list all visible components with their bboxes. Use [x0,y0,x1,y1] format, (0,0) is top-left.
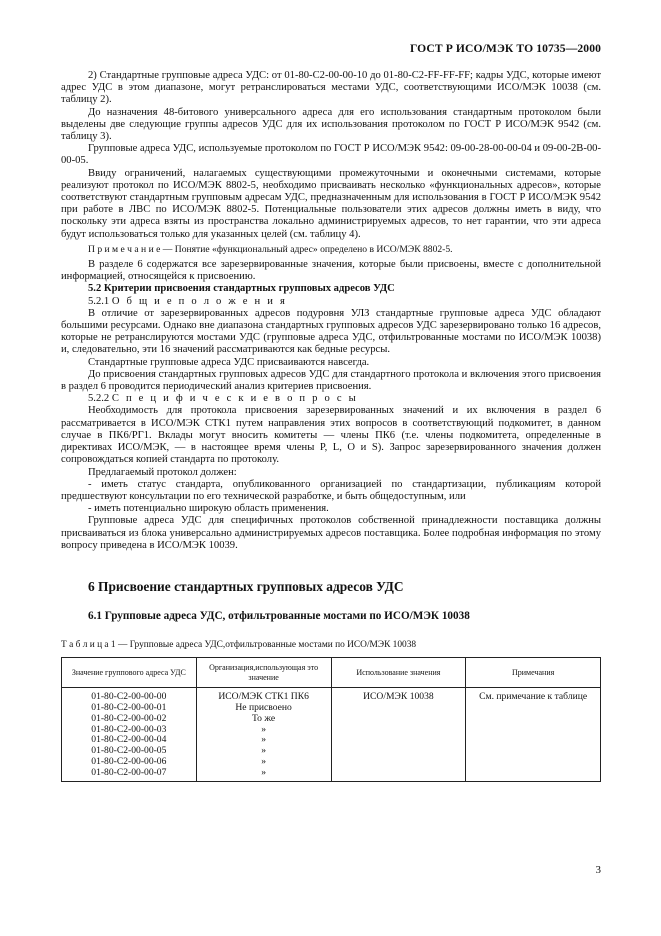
organization-value: » [261,745,266,757]
heading-title: О б щ и е п о л о ж е н и я [111,295,288,307]
table-caption [61,639,601,651]
address-cell [62,688,197,781]
page-number: 3 [595,864,601,876]
organization-value: » [261,734,266,746]
column-header: Организация,использующая это значение [196,658,331,688]
paragraph: Необходимость для протокола присвоения зарезервированных значений и их включения в раздел 6 рассматривается в ИСО/МЭК СТК1 путем направления этих вопросов в соответствующий подкомитет, в данном случае в ПК6/РГ1. Вклады могут вносить комитеты — члены ПК6 (т.е. члены подкомитета, определенные в директивах ИСО/МЭК, — в настоящее время члены P, L, O и S). Запрос зарезервированного значения должен сопровождаться копией стандарта по протоколу. [61,405,601,466]
organization-value: » [261,755,266,767]
address-value: 01-80-C2-00-00-06 [91,755,167,767]
paragraph: Предлагаемый протокол должен: [88,466,237,478]
section-heading-6: 6 Присвоение стандартных групповых адресов УДС [88,578,404,594]
paragraph: Групповые адреса УДС для специфичных протоколов собственной принадлежности поставщика должны присваиваться из блока универсально администрируемых адресов поставщика. Более подробная информация по этому вопросу приведена в ИСО/МЭК 10039. [61,515,601,551]
usage-value: ИСО/МЭК 10038 [363,691,434,703]
table-caption-text: — Групповые адреса УДС,отфильтрованные мостами по ИСО/МЭК 10038 [115,639,417,650]
subsection-heading-5-2: 5.2 Критерии присвоения стандартных групповых адресов УДС [88,283,395,295]
table-header-row [62,658,601,688]
usage-cell [331,688,466,781]
paragraph: В отличие от зарезервированных адресов подуровня УЛЗ стандартные групповые адреса УДС обладают большими ресурсами. Однако вне диапазона стандартных групповых адресов УДС зарезервировано только 16 адресов, которые не ретранслируются мостами УДС (групповые адреса УДС, отфильтрованные мостами по ИСО/МЭК 10038) и, следовательно, эти 16 значений рассматриваются как бедные ресурсы. [61,307,601,356]
address-value: 01-80-C2-00-00-01 [91,701,167,713]
page-body [61,70,601,782]
organization-value: » [261,723,266,735]
address-value: 01-80-C2-00-00-00 [91,691,167,703]
column-header: Примечания [466,658,601,688]
address-value: 01-80-C2-00-00-02 [91,712,167,724]
address-table [61,657,601,781]
paragraph: Ввиду ограничений, налагаемых существующими промежуточными и оконечными системами, которые реализуют протокол по ИСО/МЭК 8802-5, необходимо присваивать несколько «функциональных адресов», которые соответствуют стандартным групповым адресам УДС, предназначенным для использования в ГОСТ Р ИСО/МЭК 9542 при работе в ЛВС по ИСО/МЭК 8802-5. Потенциальные пользователи этих адресов должны иметь в виду, что поскольку эти адреса взяты из пространства локально администрируемых адресов, то нет гарантии, что эти адреса будут использоваться только для указанных целей (см. таблицу 4). [61,167,601,240]
paragraph: До назначения 48-битового универсального адреса для его использования стандартным протоколом были выделены две следующие группы адресов УДС для их использования протоколом по ГОСТ Р ИСО/МЭК 9542 (см. таблицу 3). [61,106,601,143]
paragraph: В разделе 6 содержатся все зарезервированные значения, которые были присвоены, вместе с дополнительной информацией, относящейся к присвоению. [61,259,601,283]
note-text: — Понятие «функциональный адрес» определено в ИСО/МЭК 8802-5. [160,243,453,255]
paragraph: Групповые адреса УДС, используемые протоколом по ГОСТ Р ИСО/МЭК 9542: 09-00-28-00-00-04 и 09-00-2В-00-00-05. [61,143,601,167]
subsection-heading-5-2-1 [61,296,601,308]
paragraph: 2) Стандартные групповые адреса УДС: от 01-80-C2-00-00-10 до 01-80-C2-FF-FF-FF; кадры УДС, которые имеют адрес УДС в этом диапазоне, могут ретранслироваться местами УДС, соответствующими ИСО/МЭК 10038 (см. таблицу 2). [61,70,601,106]
paragraph: Стандартные групповые адреса УДС присваиваются навсегда. [88,356,370,368]
organization-value: Не присвоено [235,701,292,713]
heading-title: С п е ц и ф и ч е с к и е в о п р о с ы [111,393,358,405]
heading-number: 5.2.1 [88,295,112,307]
subsection-heading-5-2-2 [61,393,601,405]
notes-value: См. примечание к таблице [479,691,588,703]
notes-cell [466,688,601,781]
address-value: 01-80-C2-00-00-03 [91,723,167,735]
list-item: - иметь потенциально широкую область применения. [88,503,329,515]
column-header: Использование значения [331,658,466,688]
table-row [62,688,601,781]
section-heading-6-1: 6.1 Групповые адреса УДС, отфильтрованные мостами по ИСО/МЭК 10038 [88,609,470,622]
organization-cell [196,688,331,781]
paragraph: До присвоения стандартных групповых адресов УДС для стандартного протокола и включения этого присвоения в раздел 6 проводится периодический анализ критериев присвоения. [61,368,601,393]
address-value: 01-80-C2-00-00-07 [91,766,167,778]
heading-number: 5.2.2 [88,393,112,405]
list-item: - иметь статус стандарта, опубликованного организацией по стандартизации, публикациям которой предшествуют консультации по его технической разработке, и быть общедоступным, или [61,478,601,502]
address-value: 01-80-C2-00-00-05 [91,745,167,757]
note [61,244,601,256]
column-header: Значение группового адреса УДС [62,658,197,688]
organization-value: ИСО/МЭК СТК1 ПК6 [218,691,309,703]
table-caption-label: Т а б л и ц а 1 [61,639,116,650]
organization-value: То же [252,712,276,724]
running-header: ГОСТ Р ИСО/МЭК ТО 10735—2000 [409,42,601,55]
address-value: 01-80-C2-00-00-04 [91,734,167,746]
note-label: П р и м е ч а н и е [88,243,161,255]
organization-value: » [261,766,266,778]
